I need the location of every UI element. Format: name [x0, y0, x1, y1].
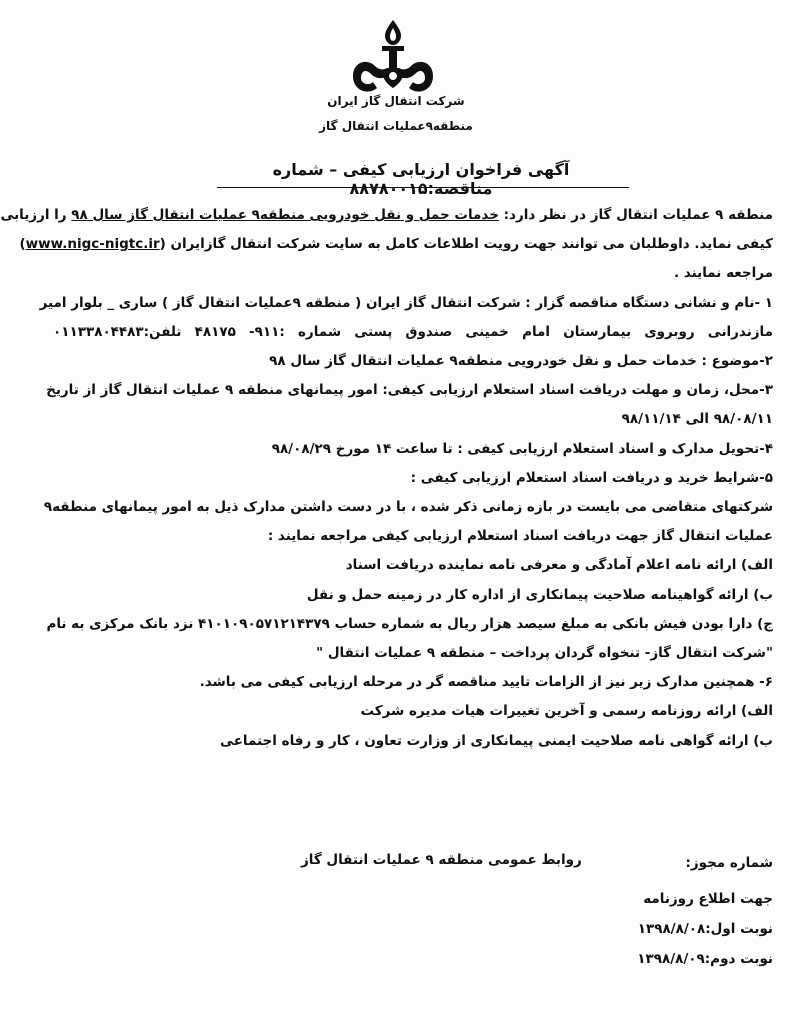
item-6-a: الف) ارائه روزنامه رسمی و آخرین تغییرات هیات مدیره شرکت	[360, 703, 773, 720]
item-5-c-line-2: "شرکت انتقال گاز- تنخواه گردان پرداخت – منطقه ۹ عملیات انتقال "	[316, 645, 773, 662]
item-5: ۵-شرایط خرید و دریافت اسناد استعلام ارزیابی کیفی :	[410, 469, 773, 486]
newspaper-note: جهت اطلاع روزنامه	[643, 891, 773, 907]
first-publication-date: نوبت اول:۱۳۹۸/۸/۰۸	[637, 921, 773, 937]
item-3-line-2: ۹۸/۰۸/۱۱ الی ۹۸/۱۱/۱۴	[621, 411, 773, 428]
item-5-c-line-1: ج) دارا بودن فیش بانکی به مبلغ سیصد هزار ریال به شماره حساب ۴۱۰۱۰۹۰۵۷۱۲۱۴۳۷۹ نزد بانک مرکزی به نام	[46, 615, 773, 632]
item-2: ۲-موضوع : خدمات حمل و نقل خودرویی منطقه۹ عملیات انتقال گاز سال ۹۸	[269, 353, 773, 370]
intro-line-1: منطقه ۹ عملیات انتقال گاز در نظر دارد: خدمات حمل و نقل خودرویی منطقه۹ عملیات انتقال گاز سال ۹۸ را ارزیابی	[0, 207, 773, 223]
nigc-flame-logo-icon	[349, 18, 437, 92]
intro-line-3: مراجعه نمایند .	[673, 265, 773, 282]
public-relations-signature: روابط عمومی منطقه ۹ عملیات انتقال گاز	[301, 852, 582, 868]
item-6: ۶- همچنین مدارک زیر نیز از الزامات تایید مناقصه گر در مرحله ارزیابی کیفی می باشد.	[199, 674, 773, 691]
item-1-line-2: مازندرانی روبروی بیمارستان امام خمینی صندوق پستی شماره :۹۱۱- ۴۸۱۷۵ تلفن:۰۱۱۳۳۸۰۴۴۸۳	[53, 323, 773, 340]
item-5-a: الف) ارائه نامه اعلام آمادگی و معرفی نامه نماینده دریافت اسناد	[345, 557, 773, 574]
item-1-line-1: ۱ -نام و نشانی دستگاه مناقصه گزار : شرکت انتقال گاز ایران ( منطقه ۹عملیات انتقال گاز ) ساری _ بلوار امیر	[39, 294, 773, 311]
notice-body	[0, 201, 773, 756]
title-underline	[217, 187, 629, 188]
item-5-b: ب) ارائه گواهینامه صلاحیت پیمانکاری از اداره کار در زمینه حمل و نقل	[306, 586, 773, 603]
item-4: ۴-تحویل مدارک و اسناد استعلام ارزیابی کیفی : تا ساعت ۱۴ مورخ ۹۸/۰۸/۲۹	[271, 440, 773, 457]
region-name: منطقه۹عملیات انتقال گاز	[319, 119, 473, 133]
item-5-para-2: عملیات انتقال گاز جهت دریافت اسناد استعلام ارزیابی کیفی مراجعه نمایند :	[267, 528, 773, 545]
intro-line-2: کیفی نماید. داوطلبان می توانند جهت رویت اطلاعات کامل به سایت شرکت انتقال گازایران (www.nigc-nigtc.ir)	[19, 236, 773, 253]
website-link[interactable]: www.nigc-nigtc.ir	[25, 236, 160, 253]
second-publication-date: نوبت دوم:۱۳۹۸/۸/۰۹	[637, 951, 773, 967]
permit-number-label: شماره مجوز:	[685, 855, 773, 871]
item-5-para-1: شرکتهای متقاضی می بایست در بازه زمانی ذکر شده ، با در دست داشتن مدارک ذیل به امور پیمانهای منطقه۹	[43, 499, 773, 516]
item-6-b: ب) ارائه گواهی نامه صلاحیت ایمنی پیمانکاری از وزارت تعاون ، کار و رفاه اجتماعی	[220, 732, 773, 749]
tender-subject: خدمات حمل و نقل خودرویی منطقه۹ عملیات انتقال گاز سال ۹۸	[71, 207, 499, 223]
company-name: شرکت انتقال گاز ایران	[327, 94, 465, 108]
publication-info	[637, 848, 773, 974]
item-3-line-1: ۳-محل، زمان و مهلت دریافت اسناد استعلام ارزیابی کیفی: امور پیمانهای منطقه ۹ عملیات انتقال گاز از تاریخ	[46, 382, 773, 399]
notice-title: آگهی فراخوان ارزیابی کیفی – شماره مناقصه:۸۸۷۸۰۰۱۵	[272, 160, 570, 198]
